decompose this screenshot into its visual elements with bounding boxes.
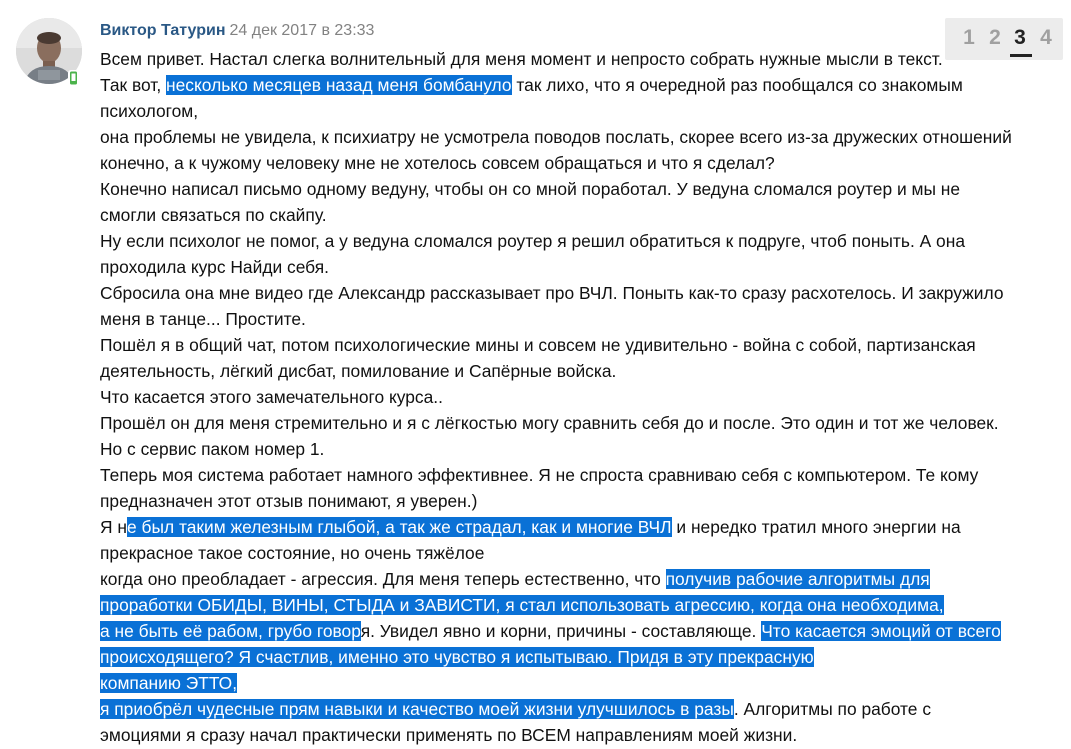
text-segment: смогли связаться по скайпу. bbox=[100, 205, 327, 225]
text-segment: Всем привет. Настал слегка волнительный для меня момент и непросто собрать нужные мысли в текст. bbox=[100, 49, 943, 69]
text-line bbox=[100, 618, 1055, 644]
text-line bbox=[100, 410, 1055, 436]
text-line bbox=[100, 488, 1055, 514]
text-line bbox=[100, 124, 1055, 150]
text-segment: она проблемы не увидела, к психиатру не усмотрела поводов послать, скорее всего из-за дружеских отношений bbox=[100, 127, 1012, 147]
text-segment: эмоциями я сразу начал практически применять по ВСЕМ направлениям моей жизни. bbox=[100, 725, 798, 745]
highlighted-text: я приобрёл чудесные прям навыки и качество моей жизни улучшилось в разы bbox=[100, 699, 734, 719]
text-segment: Ну если психолог не помог, а у ведуна сломался роутер я решил обратиться к подруге, чтоб поныть. А она bbox=[100, 231, 965, 251]
text-segment: Пошёл я в общий чат, потом психологические мины и совсем не удивительно - война с собой, партизанская bbox=[100, 335, 976, 355]
page-4-button[interactable]: 4 bbox=[1040, 26, 1052, 49]
text-segment: психологом, bbox=[100, 101, 199, 121]
text-line bbox=[100, 332, 1055, 358]
text-segment: предназначен этот отзыв понимают, я уверен.) bbox=[100, 491, 478, 511]
mobile-online-icon bbox=[68, 70, 79, 86]
highlighted-text: происходящего? Я счастлив, именно это чувство я испытываю. Придя в эту прекрасную bbox=[100, 647, 814, 667]
text-segment: проходила курс Найди себя. bbox=[100, 257, 330, 277]
text-segment: и нередко тратил много энергии на bbox=[671, 517, 961, 537]
text-line bbox=[100, 462, 1055, 488]
post-date[interactable]: 24 дек 2017 в 23:33 bbox=[229, 22, 375, 39]
text-line bbox=[100, 540, 1055, 566]
post-header bbox=[100, 20, 374, 42]
text-line bbox=[100, 644, 1055, 670]
text-segment: Я н bbox=[100, 517, 127, 537]
highlighted-text: проработки ОБИДЫ, ВИНЫ, СТЫДА и ЗАВИСТИ, я стал использовать агрессию, когда она необходима, bbox=[100, 595, 944, 615]
text-line bbox=[100, 150, 1055, 176]
text-line bbox=[100, 436, 1055, 462]
text-line bbox=[100, 696, 1055, 722]
text-line bbox=[100, 566, 1055, 592]
highlighted-text: компанию ЭТТО, bbox=[100, 673, 238, 693]
text-segment: . Алгоритмы по работе с bbox=[733, 699, 932, 719]
author-name[interactable]: Виктор Татурин bbox=[100, 22, 226, 39]
text-line bbox=[100, 46, 1055, 72]
page-3-button[interactable]: 3 bbox=[1014, 26, 1026, 49]
text-line bbox=[100, 592, 1055, 618]
text-segment: я. Увидел явно и корни, причины - составляюще. bbox=[360, 621, 762, 641]
highlighted-text: получив рабочие алгоритмы для bbox=[665, 569, 930, 589]
text-line bbox=[100, 98, 1055, 124]
text-line bbox=[100, 384, 1055, 410]
text-segment: так лихо, что я очередной раз пообщался со знакомым bbox=[511, 75, 963, 95]
text-segment: конечно, а к чужому человеку мне не хотелось совсем обращаться и что я сделал? bbox=[100, 153, 775, 173]
highlighted-text: несколько месяцев назад меня бомбануло bbox=[166, 75, 512, 95]
text-line bbox=[100, 306, 1055, 332]
text-segment: Прошёл он для меня стремительно и я с лёгкостью могу сравнить себя до и после. Это один и тот же человек. bbox=[100, 413, 999, 433]
highlighted-text: а не быть её рабом, грубо говор bbox=[100, 621, 361, 641]
text-line bbox=[100, 358, 1055, 384]
text-line bbox=[100, 514, 1055, 540]
text-segment: меня в танце... Простите. bbox=[100, 309, 306, 329]
text-line bbox=[100, 176, 1055, 202]
text-line bbox=[100, 280, 1055, 306]
text-segment: Конечно написал письмо одному ведуну, чтобы он со мной поработал. У ведуна сломался роутер и мы не bbox=[100, 179, 961, 199]
text-line bbox=[100, 254, 1055, 280]
post-body bbox=[100, 46, 1055, 748]
text-line bbox=[100, 670, 1055, 696]
text-segment: Теперь моя система работает намного эффективнее. Я не спроста сравниваю себя с компьютером. Те кому bbox=[100, 465, 979, 485]
text-segment: прекрасное такое состояние, но очень тяжёлое bbox=[100, 543, 485, 563]
page-2-button[interactable]: 2 bbox=[989, 26, 1001, 49]
text-line bbox=[100, 722, 1055, 748]
text-line bbox=[100, 202, 1055, 228]
text-segment: Сбросила она мне видео где Александр рассказывает про ВЧЛ. Поныть как-то сразу расхотелось. И закружило bbox=[100, 283, 1004, 303]
text-segment: Что касается этого замечательного курса.. bbox=[100, 387, 443, 407]
text-segment: Но с сервис паком номер 1. bbox=[100, 439, 325, 459]
text-line bbox=[100, 228, 1055, 254]
text-segment: когда оно преобладает - агрессия. Для меня теперь естественно, что bbox=[100, 569, 666, 589]
text-line bbox=[100, 72, 1055, 98]
page-1-button[interactable]: 1 bbox=[963, 26, 975, 49]
highlighted-text: Что касается эмоций от всего bbox=[761, 621, 1001, 641]
text-segment: Так вот, bbox=[100, 75, 166, 95]
highlighted-text: е был таким железным глыбой, а так же страдал, как и многие ВЧЛ bbox=[127, 517, 672, 537]
text-segment: деятельность, лёгкий дисбат, помилование и Сапёрные войска. bbox=[100, 361, 617, 381]
